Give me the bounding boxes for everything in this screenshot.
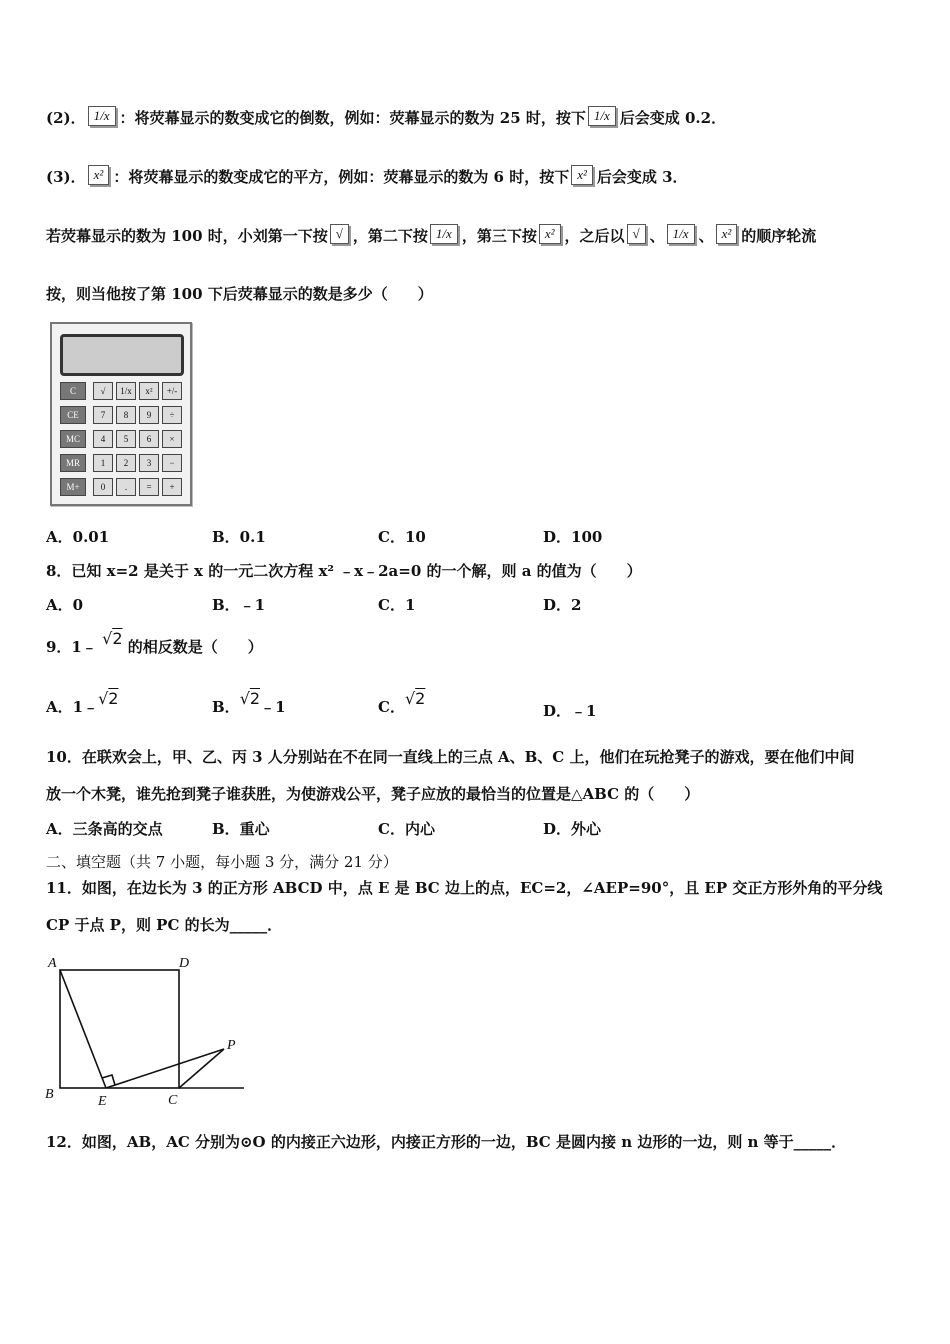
- calculator-key: 8: [116, 406, 136, 424]
- q7-part3: (3)． x² ：将荧幕显示的数变成它的平方，例如：荧幕显示的数为 6 时，按下 x² 后会变成 3．: [46, 167, 688, 186]
- q7-part2: (2)． 1/x ：将荧幕显示的数变成它的倒数，例如：荧幕显示的数为 25 时，按下 1/x 后会变成 0.2．: [46, 108, 727, 127]
- label-d: D: [179, 956, 190, 971]
- q8-option-a: A．0: [46, 596, 84, 614]
- sqrt-key-icon: √: [330, 224, 349, 244]
- calculator-key: 9: [139, 406, 159, 424]
- calculator-key: CE: [60, 406, 86, 424]
- calculator-key: 0: [93, 478, 113, 496]
- label-a: A: [48, 956, 57, 971]
- q10-line2: 放一个木凳，谁先抢到凳子谁获胜，为使游戏公平，凳子应放的最恰当的位置是△ABC 的（ ）: [46, 785, 700, 803]
- calculator-key: 3: [139, 454, 159, 472]
- calculator-key: 1/x: [116, 382, 136, 400]
- q9-option-c: C．√2: [378, 689, 426, 716]
- square-key-icon: x²: [539, 224, 561, 244]
- q10-line1: 10．在联欢会上，甲、乙、丙 3 人分别站在不在同一直线上的三点 A、B、C 上，他们在玩抢凳子的游戏，要在他们中间: [46, 748, 855, 766]
- q9-option-b: B．√2﹣1: [212, 689, 286, 716]
- segment-cp: [179, 1049, 224, 1088]
- label-c: C: [168, 1093, 178, 1108]
- square-key-icon: x²: [571, 165, 593, 185]
- calculator-key: 7: [93, 406, 113, 424]
- q11-square-figure: [40, 950, 250, 1110]
- q11-line2: CP 于点 P，则 PC 的长为_____．: [46, 916, 283, 934]
- calculator-key: x²: [139, 382, 159, 400]
- calculator-key: C: [60, 382, 86, 400]
- calculator-key: ÷: [162, 406, 182, 424]
- q7-option-c: C．10: [378, 528, 426, 546]
- calculator-key: 1: [93, 454, 113, 472]
- label-b: B: [45, 1087, 54, 1102]
- calculator-key: ×: [162, 430, 182, 448]
- q12-question: 12．如图，AB，AC 分别为⊙O 的内接正六边形，内接正方形的一边，BC 是圆内接 n 边形的一边，则 n 等于_____．: [46, 1133, 847, 1151]
- section-2-heading: 二、填空题（共 7 小题，每小题 3 分，满分 21 分）: [46, 853, 398, 871]
- q7-paragraph: 若荧幕显示的数为 100 时，小刘第一下按 √ ，第二下按 1/x ，第三下按 x² ，之后以 √ 、 1/x 、 x² 的顺序轮流: [46, 226, 817, 245]
- square-key-icon: x²: [88, 165, 110, 185]
- q7-option-a: A．0.01: [46, 528, 110, 546]
- segment-ep: [106, 1049, 224, 1088]
- calculator-key: 4: [93, 430, 113, 448]
- calculator-key: +: [162, 478, 182, 496]
- calculator-key: 2: [116, 454, 136, 472]
- segment-ae: [60, 970, 106, 1088]
- q7-option-d: D．100: [543, 528, 603, 546]
- reciprocal-key-icon: 1/x: [667, 224, 695, 244]
- q10-option-d: D．外心: [543, 820, 602, 838]
- q11-line1: 11．如图，在边长为 3 的正方形 ABCD 中，点 E 是 BC 边上的点，EC=2，∠AEP=90°，且 EP 交正方形外角的平分线: [46, 879, 883, 897]
- q8-option-c: C．1: [378, 596, 416, 614]
- calculator-screen: [60, 334, 184, 376]
- q9-option-a: A．1﹣√2: [46, 689, 119, 716]
- q7-option-b: B．0.1: [212, 528, 266, 546]
- calculator-key: =: [139, 478, 159, 496]
- q9-option-d: D．﹣1: [543, 702, 597, 720]
- q8-option-d: D．2: [543, 596, 582, 614]
- label-p: P: [227, 1038, 236, 1053]
- calculator-key: M+: [60, 478, 86, 496]
- calculator-key: 5: [116, 430, 136, 448]
- square-key-icon: x²: [716, 224, 738, 244]
- q10-option-b: B．重心: [212, 820, 270, 838]
- q9-question: 9．1﹣ √2 的相反数是（ ）: [46, 629, 263, 656]
- calculator-key: √: [93, 382, 113, 400]
- q10-option-a: A．三条高的交点: [46, 820, 163, 838]
- q7-paragraph-line2: 按，则当他按了第 100 下后荧幕显示的数是多少（ ）: [46, 285, 433, 303]
- calculator-key: .: [116, 478, 136, 496]
- label-e: E: [98, 1094, 107, 1109]
- q10-option-c: C．内心: [378, 820, 435, 838]
- reciprocal-key-icon: 1/x: [88, 106, 116, 126]
- calculator-icon: [50, 322, 192, 506]
- calculator-key: MC: [60, 430, 86, 448]
- sqrt-symbol: √2: [102, 629, 123, 648]
- calculator-key: +/-: [162, 382, 182, 400]
- q8-question: 8．已知 x=2 是关于 x 的一元二次方程 x² ﹣x﹣2a=0 的一个解，则 a 的值为（ ）: [46, 562, 642, 580]
- calculator-key: −: [162, 454, 182, 472]
- calculator-key: MR: [60, 454, 86, 472]
- q8-option-b: B．﹣1: [212, 596, 266, 614]
- reciprocal-key-icon: 1/x: [588, 106, 616, 126]
- sqrt-key-icon: √: [627, 224, 646, 244]
- reciprocal-key-icon: 1/x: [430, 224, 458, 244]
- calculator-key: 6: [139, 430, 159, 448]
